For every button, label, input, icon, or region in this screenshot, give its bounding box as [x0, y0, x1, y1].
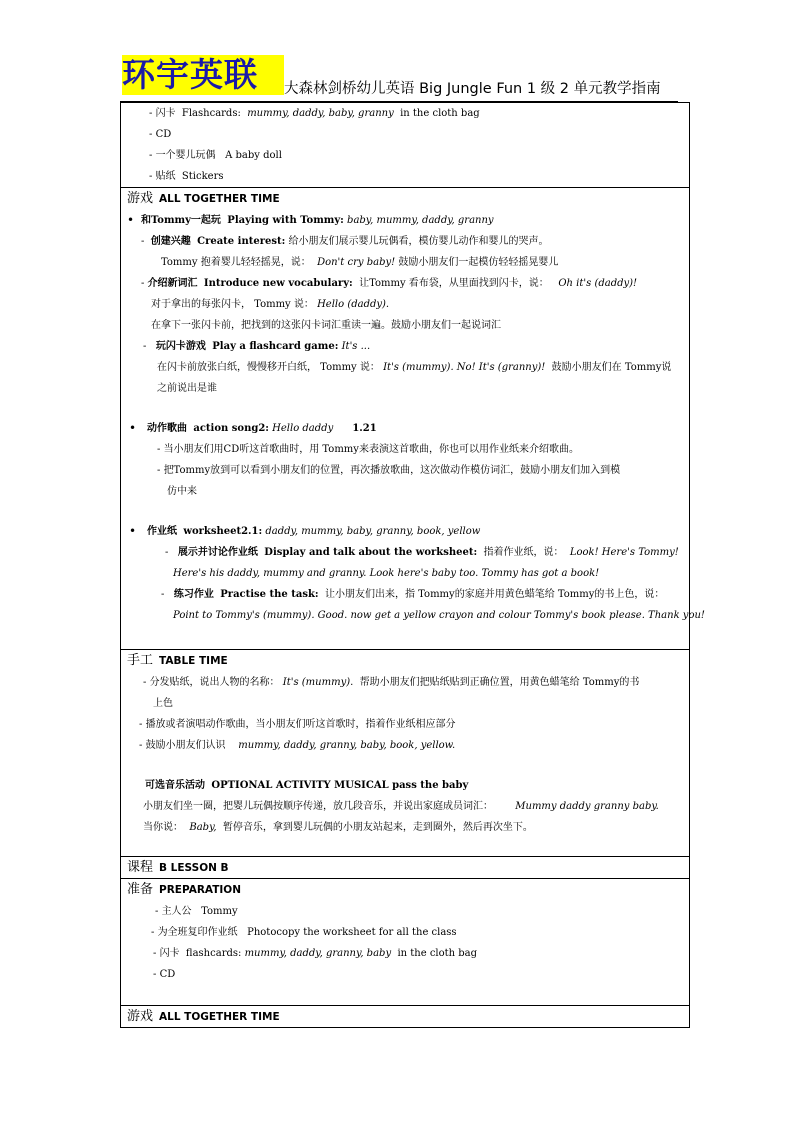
section-heading: 准备 PREPARATION — [127, 882, 242, 897]
section-heading: 课程 B LESSON B — [127, 860, 229, 875]
section-heading: 游戏 ALL TOGETHER TIME — [127, 191, 280, 206]
prep-item: - 贴纸 Stickers — [149, 171, 224, 182]
prep-item: - CD — [149, 129, 172, 140]
step-line: 当你说： Baby, 暂停音乐，拿到婴儿玩偶的小朋友站起来，走到圈外，然后再次坐下。 — [143, 822, 533, 833]
activity-title: • 和Tommy一起玩 Playing with Tommy: baby, mummy, daddy, granny — [127, 213, 494, 227]
header-title: 大森林剑桥幼儿英语 Big Jungle Fun 1 级 2 单元教学指南 — [284, 81, 661, 97]
step-line: 在拿下一张闪卡前，把找到的这张闪卡词汇重读一遍。鼓励小朋友们一起说词汇 — [151, 320, 501, 331]
game-section — [121, 1006, 689, 1027]
lesson-section — [121, 857, 689, 879]
prep-item: - 闪卡 Flashcards: mummy, daddy, baby, granny in the cloth bag — [149, 108, 480, 119]
preparation-section — [121, 103, 689, 188]
step-line: - 创建兴趣 Create interest: 给小朋友们展示婴儿玩偶看，模仿婴儿动作和婴儿的哭声。 — [141, 236, 549, 247]
craft-section — [121, 650, 689, 857]
step-line: Here's his daddy, mummy and granny. Look here's baby too. Tommy has got a book! — [173, 568, 600, 579]
step-line: - 练习作业 Practise the task: 让小朋友们出来，指 Tommy的家庭并用黄色蜡笔给 Tommy的书上色，说： — [161, 589, 665, 600]
step-line: - 介绍新词汇 Introduce new vocabulary: 让Tommy 看布袋，从里面找到闪卡，说： Oh it's (daddy)! — [141, 278, 638, 289]
step-line: - 分发贴纸，说出人物的名称： It's (mummy). 帮助小朋友们把贴纸贴到正确位置，用黄色蜡笔给 Tommy的书 — [143, 677, 640, 688]
section-heading: 游戏 ALL TOGETHER TIME — [127, 1009, 280, 1024]
step-line: - 鼓励小朋友们认识 mummy, daddy, granny, baby, book, yellow. — [139, 740, 456, 751]
prep-item: - CD — [153, 969, 176, 980]
activity-title: • 动作歌曲 action song2: Hello daddy 1.21 — [129, 421, 377, 435]
prep-item: - 一个婴儿玩偶 A baby doll — [149, 150, 282, 161]
optional-activity-title: 可选音乐活动 OPTIONAL ACTIVITY MUSICAL pass the baby — [145, 780, 469, 791]
step-line: 小朋友们坐一圈，把婴儿玩偶按顺序传递，放几段音乐，并说出家庭成员词汇： Mummy daddy granny baby. — [143, 801, 659, 812]
step-line: - 展示并讨论作业纸 Display and talk about the worksheet: 指着作业纸，说： Look! Here's Tommy! — [165, 547, 679, 558]
section-heading: 手工 TABLE TIME — [127, 653, 228, 668]
step-line: 仿中来 — [167, 486, 197, 497]
page-header — [120, 55, 690, 101]
preparation-section — [121, 879, 689, 1006]
prep-item: - 为全班复印作业纸 Photocopy the worksheet for all the class — [151, 927, 457, 938]
step-line: 上色 — [153, 698, 173, 709]
step-line: 之前说出是谁 — [157, 383, 217, 394]
step-line: 在闪卡前放张白纸，慢慢移开白纸， Tommy 说： It's (mummy). No! It's (granny)! 鼓励小朋友们在 Tommy说 — [157, 362, 672, 373]
game-section — [121, 188, 705, 650]
activity-title: • 作业纸 worksheet2.1: daddy, mummy, baby, granny, book, yellow — [129, 524, 481, 538]
step-line: - 玩闪卡游戏 Play a flashcard game: It's ... — [143, 341, 371, 352]
step-line: - 把Tommy放到可以看到小朋友们的位置，再次播放歌曲，这次做动作模仿词汇，鼓励小朋友们加入到模 — [157, 465, 621, 476]
step-line: 对于拿出的每张闪卡， Tommy 说： Hello (daddy). — [151, 299, 390, 310]
step-line: Tommy 抱着婴儿轻轻摇晃，说： Don't cry baby! 鼓励小朋友们一起模仿轻轻摇晃婴儿 — [161, 257, 559, 268]
logo: 环宇英联 — [122, 55, 284, 95]
step-line: - 当小朋友们用CD听这首歌曲时，用 Tommy来表演这首歌曲，你也可以用作业纸来介绍歌曲。 — [157, 444, 579, 455]
prep-item: - 主人公 Tommy — [155, 906, 238, 917]
lesson-table — [120, 102, 705, 1028]
step-line: Point to Tommy's (mummy). Good. now get a yellow crayon and colour Tommy's book please. Thank you! — [173, 610, 705, 621]
step-line: - 播放或者演唱动作歌曲，当小朋友们听这首歌时，指着作业纸相应部分 — [139, 719, 456, 730]
prep-item: - 闪卡 flashcards: mummy, daddy, granny, baby in the cloth bag — [153, 948, 478, 959]
